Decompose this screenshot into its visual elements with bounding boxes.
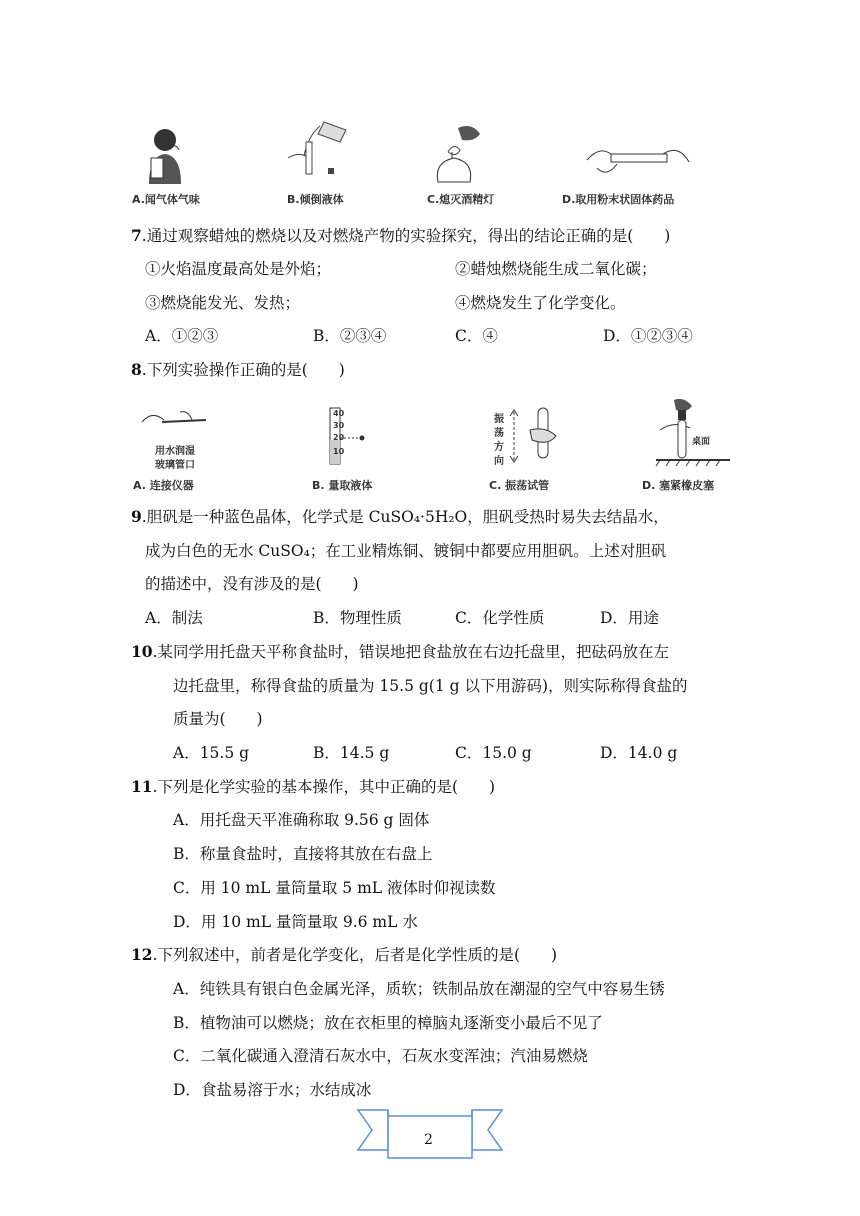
q12-option-b[interactable]: B．植物油可以燃烧；放在衣柜里的樟脑丸逐渐变小最后不见了	[173, 1014, 603, 1032]
q8-number: 8	[131, 360, 142, 379]
fig8-b-tick-20: 20	[333, 433, 345, 442]
q9-option-a[interactable]: A．制法	[145, 609, 203, 627]
pour-liquid-illustration	[284, 118, 354, 186]
fig8-d-note: 桌面	[692, 437, 711, 447]
page-number: 2	[424, 1132, 433, 1148]
fig6-caption-d: D.取用粉末状固体药品	[562, 193, 675, 206]
q10-line-3: 质量为( )	[173, 710, 263, 728]
rubber-stopper-illustration	[654, 396, 734, 468]
q11-stem: 11.下列是化学实验的基本操作，其中正确的是( )	[131, 777, 496, 796]
q9-option-b[interactable]: B．物理性质	[313, 609, 402, 627]
q7-stem: 7.通过观察蜡烛的燃烧以及对燃烧产物的实验探究，得出的结论正确的是( )	[131, 226, 671, 245]
q9-option-c[interactable]: C．化学性质	[455, 609, 545, 627]
q10-option-c[interactable]: C．15.0 g	[455, 744, 532, 762]
q7-statement-3: ③燃烧能发光、发热；	[145, 294, 301, 312]
q10-option-d[interactable]: D．14.0 g	[600, 744, 678, 762]
shake-test-tube-illustration	[508, 404, 560, 470]
q12-option-a[interactable]: A．纯铁具有银白色金属光泽，质软；铁制品放在潮湿的空气中容易生锈	[173, 980, 665, 998]
q11-number: 11	[131, 777, 153, 796]
fig8-caption-a: A. 连接仪器	[133, 479, 194, 492]
fig8-c-note-4: 向	[494, 456, 504, 467]
fig6-caption-c: C.熄灭酒精灯	[427, 193, 495, 206]
q7-option-b[interactable]: B．②③④	[313, 327, 387, 345]
q7-statement-2: ②蜡烛燃烧能生成二氧化碳；	[455, 260, 657, 278]
smell-gas-illustration	[135, 124, 195, 186]
q7-statement-1: ①火焰温度最高处是外焰；	[145, 260, 332, 278]
q11-option-c[interactable]: C．用 10 mL 量筒量取 5 mL 液体时仰视读数	[173, 879, 496, 897]
fig8-b-tick-10: 10	[333, 447, 345, 456]
q10-option-b[interactable]: B．14.5 g	[313, 744, 390, 762]
fig6-caption-a: A.闻气体气味	[132, 193, 200, 206]
q9-line-1: 9.胆矾是一种蓝色晶体，化学式是 CuSO₄·5H₂O，胆矾受热时易失去结晶水，	[131, 507, 669, 526]
fig8-a-note-1: 用水润湿	[155, 446, 195, 457]
fig8-b-tick-40: 40	[333, 409, 345, 418]
q11-option-d[interactable]: D．用 10 mL 量筒量取 9.6 mL 水	[173, 913, 418, 931]
powder-sampling-illustration	[583, 138, 693, 184]
fig8-caption-d: D. 塞紧橡皮塞	[642, 479, 715, 492]
q10-option-a[interactable]: A．15.5 g	[173, 744, 250, 762]
fig6-caption-b: B.倾倒液体	[287, 193, 344, 206]
q7-option-d[interactable]: D．①②③④	[603, 327, 693, 345]
q11-option-a[interactable]: A．用托盘天平准确称取 9.56 g 固体	[173, 811, 430, 829]
fig8-caption-c: C. 振荡试管	[489, 479, 550, 492]
q11-option-b[interactable]: B．称量食盐时，直接将其放在右盘上	[173, 845, 433, 863]
fig8-c-note-3: 方	[494, 442, 504, 453]
q10-line-1: 10.某同学用托盘天平称食盐时，错误地把食盐放在右边托盘里，把砝码放在左	[131, 642, 670, 661]
q12-option-d[interactable]: D．食盐易溶于水；水结成冰	[173, 1081, 372, 1099]
q9-number: 9	[131, 507, 142, 526]
fig8-b-tick-30: 30	[333, 421, 345, 430]
q10-number: 10	[131, 642, 153, 661]
fig8-c-note-1: 振	[494, 414, 504, 425]
q9-line-3: 的描述中，没有涉及的是( )	[145, 575, 359, 593]
alcohol-lamp-illustration	[428, 122, 494, 186]
q7-statement-4: ④燃烧发生了化学变化。	[455, 294, 626, 312]
fig8-c-note-2: 荡	[494, 428, 504, 439]
fig8-caption-b: B. 量取液体	[312, 479, 373, 492]
q12-stem: 12.下列叙述中，前者是化学变化，后者是化学性质的是( )	[131, 945, 558, 964]
q7-option-c[interactable]: C．④	[455, 327, 498, 345]
q7-option-a[interactable]: A．①②③	[145, 327, 219, 345]
q7-number: 7	[131, 226, 142, 245]
q12-number: 12	[131, 945, 153, 964]
q10-line-2: 边托盘里，称得食盐的质量为 15.5 g(1 g 以下用游码)，则实际称得食盐的	[173, 677, 688, 695]
q9-option-d[interactable]: D．用途	[600, 609, 659, 627]
q9-line-2: 成为白色的无水 CuSO₄；在工业精炼铜、镀铜中都要应用胆矾。上述对胆矾	[145, 542, 667, 560]
fig8-a-note-2: 玻璃管口	[155, 460, 195, 471]
measuring-cylinder-illustration	[326, 406, 366, 468]
q8-stem: 8.下列实验操作正确的是( )	[131, 360, 345, 379]
q12-option-c[interactable]: C．二氧化碳通入澄清石灰水中，石灰水变浑浊；汽油易燃烧	[173, 1047, 588, 1065]
connect-apparatus-illustration	[140, 408, 210, 436]
